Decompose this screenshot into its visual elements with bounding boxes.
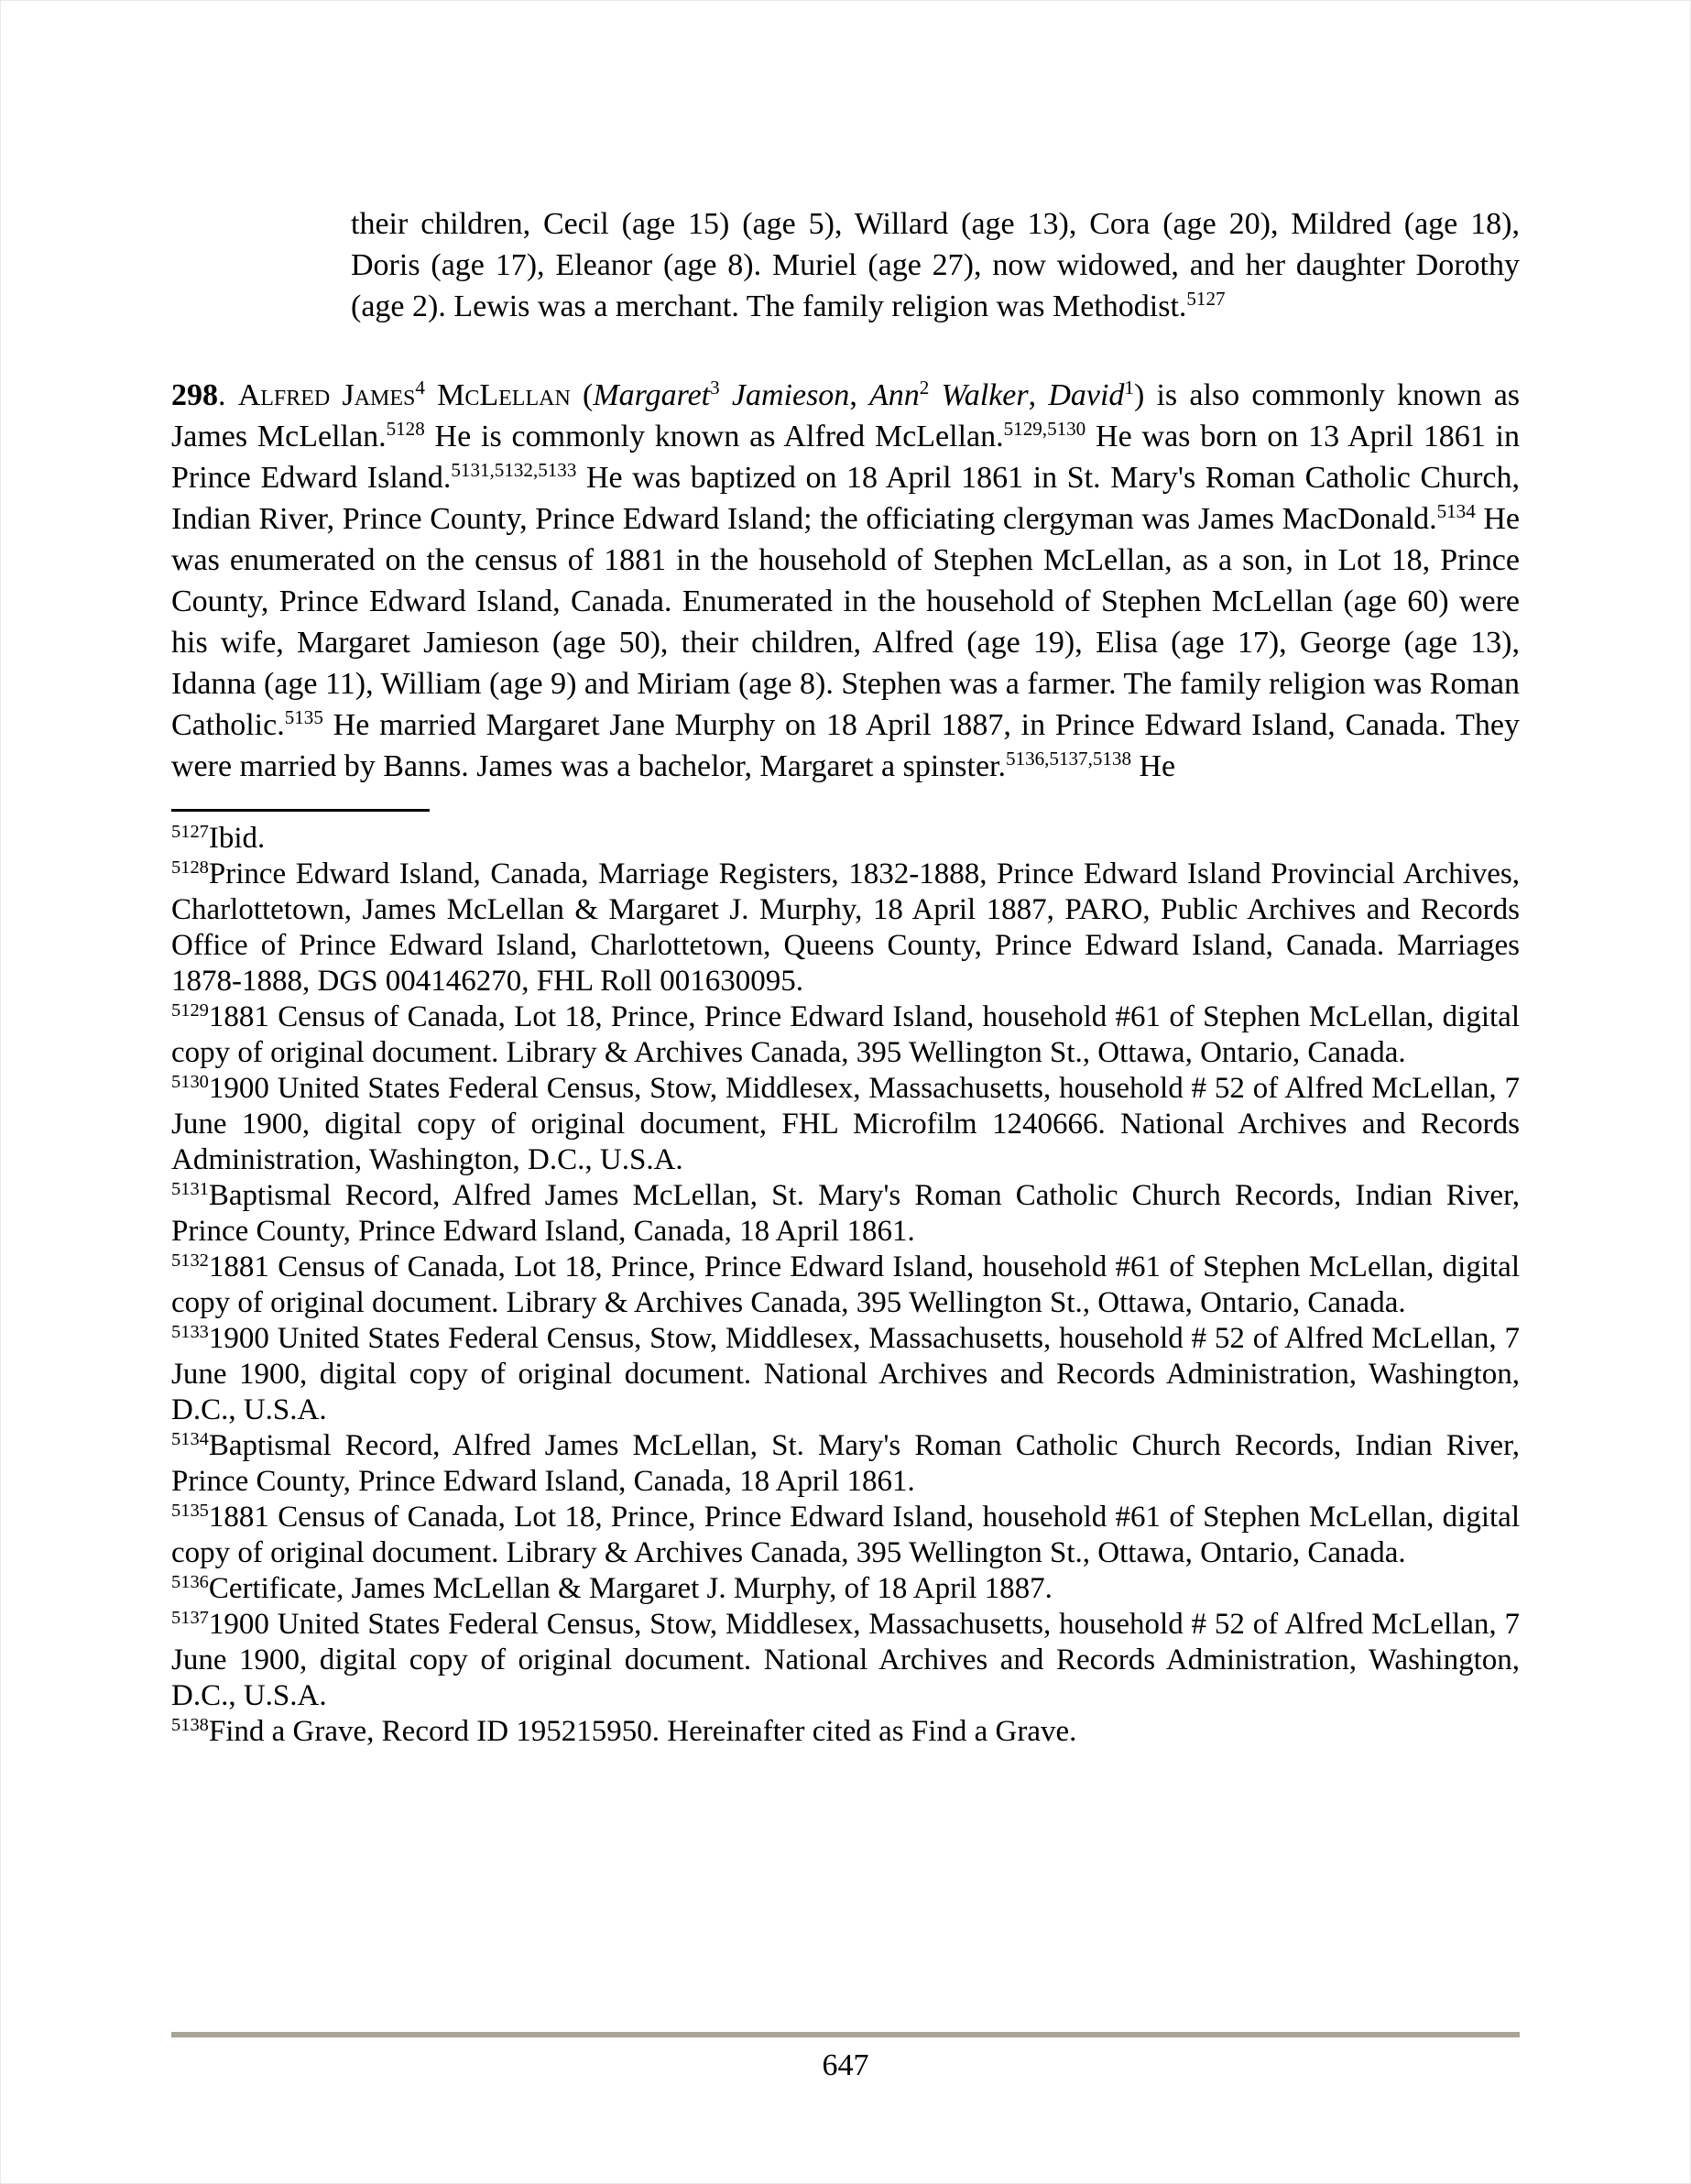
footnote-number: 5130 xyxy=(171,1071,209,1092)
footnote-text: 1881 Census of Canada, Lot 18, Prince, Prince Edward Island, household #61 of Stephen McLellan, digital copy of original document. Library & Archives Canada, 395 Wellington St., Ottawa, Ontario, Canada. xyxy=(171,1250,1520,1319)
footnote-text: 1900 United States Federal Census, Stow, Middlesex, Massachusetts, household # 52 of Alfred McLellan, 7 June 1900, digital copy of original document. National Archives and Records Administration, Washington, D.C., U.S.A. xyxy=(171,1322,1520,1426)
text-segment: . xyxy=(218,378,238,412)
footnote-5129 xyxy=(171,999,1520,1071)
superscript-ref: 5131,5132,5133 xyxy=(451,459,577,482)
footnote-5135 xyxy=(171,1500,1520,1571)
superscript-ref: 1 xyxy=(1124,377,1134,399)
text-segment: ( xyxy=(570,378,594,412)
footnote-number: 5137 xyxy=(171,1607,209,1628)
text-segment: David xyxy=(1048,378,1125,412)
footnote-5136 xyxy=(171,1571,1520,1607)
superscript-ref: 4 xyxy=(415,377,425,399)
page-footer xyxy=(171,2032,1520,2083)
footnote-number: 5134 xyxy=(171,1428,209,1449)
text-segment: , xyxy=(849,378,870,412)
text-segment xyxy=(425,378,437,412)
text-segment: Margaret xyxy=(593,378,711,412)
superscript-ref: 5129,5130 xyxy=(1003,418,1086,441)
footnote-5132 xyxy=(171,1250,1520,1321)
text-segment: He was baptized on 18 April 1861 in St. Mary's Roman Catholic Church, Indian River, Prince County, Prince Edward Island; the officiating clergyman was James MacDonald. xyxy=(171,461,1520,536)
footnote-number: 5129 xyxy=(171,999,209,1021)
superscript-ref: 2 xyxy=(919,377,930,399)
text-segment: Alfred James xyxy=(237,378,416,412)
footnote-text: 1881 Census of Canada, Lot 18, Prince, Prince Edward Island, household #61 of Stephen McLellan, digital copy of original document. Library & Archives Canada, 395 Wellington St., Ottawa, Ontario, Canada. xyxy=(171,1000,1520,1069)
footnote-5138 xyxy=(171,1714,1520,1750)
entry-298-paragraph xyxy=(171,375,1520,787)
superscript-ref: 5127 xyxy=(1186,288,1226,311)
text-segment: Walker xyxy=(941,378,1029,412)
footnote-5127 xyxy=(171,821,1520,857)
text-segment: He married Margaret Jane Murphy on 18 April 1887, in Prince Edward Island, Canada. They were married by Banns. James was a bachelor, Margaret a spinster. xyxy=(171,708,1520,783)
text-segment: 298 xyxy=(171,378,218,412)
superscript-ref: 5135 xyxy=(284,706,323,729)
footnote-5130 xyxy=(171,1071,1520,1178)
superscript-ref: 5136,5137,5138 xyxy=(1005,748,1131,770)
text-segment: Ann xyxy=(869,378,920,412)
footnote-text: Baptismal Record, Alfred James McLellan, St. Mary's Roman Catholic Church Records, Indian River, Prince County, Prince Edward Island, Canada, 18 April 1861. xyxy=(171,1179,1520,1248)
superscript-ref: 3 xyxy=(710,377,720,399)
text-segment: ) is also commonly known as James McLellan. xyxy=(171,378,1521,453)
footnote-5134 xyxy=(171,1428,1520,1500)
footnote-text: Find a Grave, Record ID 195215950. Hereinafter cited as Find a Grave. xyxy=(208,1715,1077,1748)
footnote-number: 5138 xyxy=(171,1714,209,1735)
footer-rule xyxy=(171,2032,1520,2037)
footnote-5131 xyxy=(171,1178,1520,1250)
footnote-text: Ibid. xyxy=(208,822,266,855)
footnote-5128 xyxy=(171,857,1520,999)
text-segment: He was born on 13 April 1861 in Prince Edward Island. xyxy=(171,420,1520,495)
text-segment: He xyxy=(1131,749,1176,783)
continuation-paragraph xyxy=(351,203,1520,327)
text-segment xyxy=(929,378,941,412)
footnote-number: 5132 xyxy=(171,1250,209,1271)
superscript-ref: 5128 xyxy=(386,418,425,441)
footnote-text: 1881 Census of Canada, Lot 18, Prince, Prince Edward Island, household #61 of Stephen McLellan, digital copy of original document. Library & Archives Canada, 395 Wellington St., Ottawa, Ontario, Canada. xyxy=(171,1501,1520,1569)
page-number: 647 xyxy=(822,2048,869,2082)
footnote-text: Baptismal Record, Alfred James McLellan, St. Mary's Roman Catholic Church Records, Indian River, Prince County, Prince Edward Island, Canada, 18 April 1861. xyxy=(171,1429,1520,1498)
superscript-ref: 5134 xyxy=(1436,500,1476,523)
text-segment: Jamieson xyxy=(731,378,850,412)
text-segment: He was enumerated on the census of 1881 in the household of Stephen McLellan, as a son, in Lot 18, Prince County, Prince Edward Island, Canada. Enumerated in the household of Stephen McLellan (age 60) were his wife, Margaret Jamieson (age 50), their children, Alfred (age 19), Elisa (age 17), George (age 13), Idanna (age 11), William (age 9) and Miriam (age 8). Stephen was a farmer. The family religion was Roman Catholic. xyxy=(171,502,1520,742)
footnote-number: 5128 xyxy=(171,857,209,878)
text-segment xyxy=(720,378,732,412)
footnote-number: 5135 xyxy=(171,1500,209,1521)
text-segment: McLellan xyxy=(437,378,571,412)
footnote-5137 xyxy=(171,1607,1520,1714)
footnote-text: 1900 United States Federal Census, Stow, Middlesex, Massachusetts, household # 52 of Alfred McLellan, 7 June 1900, digital copy of original document, FHL Microfilm 1240666. National Archives and Records Administration, Washington, D.C., U.S.A. xyxy=(171,1072,1520,1176)
footnote-number: 5131 xyxy=(171,1178,209,1199)
footnote-number: 5127 xyxy=(171,821,209,842)
footnote-text: Prince Edward Island, Canada, Marriage Registers, 1832-1888, Prince Edward Island Provincial Archives, Charlottetown, James McLellan & Margaret J. Murphy, 18 April 1887, PARO, Public Archives and Records Office of Prince Edward Island, Charlottetown, Queens County, Prince Edward Island, Canada. Marriages 1878-1888, DGS 004146270, FHL Roll 001630095. xyxy=(171,857,1520,998)
footnote-separator xyxy=(171,809,430,812)
text-segment: their children, Cecil (age 15) (age 5), Willard (age 13), Cora (age 20), Mildred (age 18), Doris (age 17), Eleanor (age 8). Muriel (age 27), now widowed, and her daughter Dorothy (age 2). Lewis was a merchant. The family religion was Methodist. xyxy=(351,207,1520,323)
text-segment: He is commonly known as Alfred McLellan. xyxy=(424,420,1004,453)
footnote-number: 5136 xyxy=(171,1571,209,1592)
footnotes-list xyxy=(171,821,1520,1750)
text-column xyxy=(171,0,1520,1750)
footnote-text: 1900 United States Federal Census, Stow, Middlesex, Massachusetts, household # 52 of Alfred McLellan, 7 June 1900, digital copy of original document. National Archives and Records Administration, Washington, D.C., U.S.A. xyxy=(171,1608,1520,1712)
text-segment: , xyxy=(1028,378,1049,412)
footnote-text: Certificate, James McLellan & Margaret J. Murphy, of 18 April 1887. xyxy=(208,1572,1053,1605)
footnote-5133 xyxy=(171,1321,1520,1428)
footnote-number: 5133 xyxy=(171,1321,209,1342)
